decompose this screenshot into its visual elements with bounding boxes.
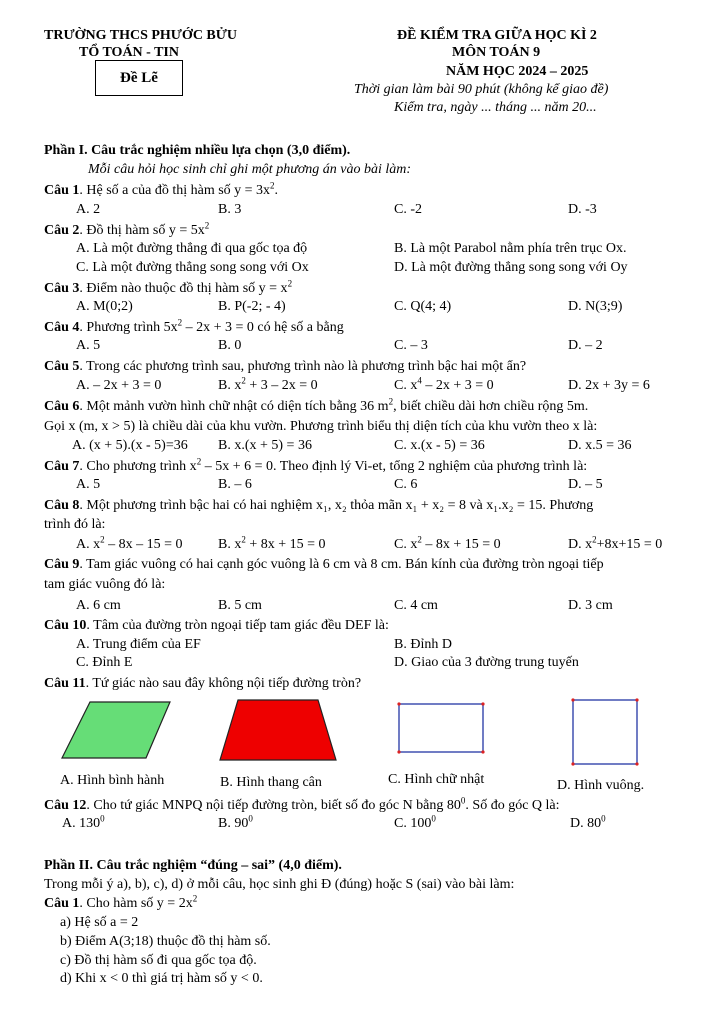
q10-option-d: D. Giao của 3 đường trung tuyến [394,655,579,670]
question-7 [44,458,587,475]
question-2 [44,222,209,239]
part2-question-1 [44,895,197,912]
part2-instruction: Trong mỗi ý a), b), c), d) ở mỗi câu, học sinh ghi Đ (đúng) hoặc S (sai) vào bài làm: [44,877,515,892]
question-text: . Cho tứ giác MNPQ nội tiếp đường tròn, biết số đo góc N bằng 80 [86,798,461,813]
q11-caption-c: C. Hình chữ nhật [388,772,485,787]
question-label: Câu 2 [44,223,80,238]
question-5 [44,358,526,375]
question-8 [44,497,593,514]
question-text: . Một mảnh vườn hình chữ nhật có diện tích bằng 36 m [79,399,389,414]
q1-option-b: B. 3 [218,202,242,217]
q8-option-a: A. $x^2 - 8x - 15 = 0$ [76,534,183,552]
exam-version: Đề Lẽ [120,69,158,86]
question-text-end: . Số đo góc Q là: [465,798,560,813]
trapezoid-figure [220,700,336,760]
question-label: Câu 1 [44,896,80,911]
q4-option-c: C. – 3 [394,338,428,353]
q12-option-b: B. $90^0$ [218,813,253,831]
q8-option-c: C. $x^2 - 8x + 15 = 0$ [394,534,501,552]
parallelogram-figure [62,702,170,758]
question-text: . Một phương trình bậc hai có hai nghiệm x₁, x₂ thỏa mãn x₁ + x₂ = 8 và x₁.x₂ = 15. Phương [79,498,594,513]
exponent: 2 [177,317,183,328]
q3-option-d: D. N(3;9) [568,299,623,314]
question-text: . Tam giác vuông có hai cạnh góc vuông là 6 cm và 8 cm. Bán kính của đường tròn ngoại tiếp [79,557,604,572]
school-name: TRƯỜNG THCS PHƯỚC BỬU [44,28,238,43]
question-label: Câu 6 [44,399,80,414]
q2-option-a: A. Là một đường thẳng đi qua gốc tọa độ [76,241,308,256]
q11-caption-b: B. Hình thang cân [220,775,322,790]
question-6 [44,398,588,415]
question-text-end: . [274,183,279,198]
q7-option-b: B. – 6 [218,477,252,492]
q8-option-d: D. $x^2+8x+15 = 0$ [568,534,663,552]
question-label: Câu 9 [44,557,80,572]
question-text: . Hệ số a của đồ thị hàm số y = 3x [79,183,271,198]
part1-title: Phần I. Câu trắc nghiệm nhiều lựa chọn (3,0 điểm). [44,143,351,158]
question-text-end: – 2x + 3 = 0 có hệ số a bằng [182,320,344,335]
school-year: NĂM HỌC 2024 – 2025 [446,64,589,79]
question-label: Câu 3 [44,281,80,296]
q4-option-b: B. 0 [218,338,242,353]
question-6-line-2: Gọi x (m, x > 5) là chiều dài của khu vườn. Phương trình biểu thị diện tích của khu vườn theo x là: [44,419,598,434]
question-label: Câu 7 [44,459,80,474]
q1-option-d: D. -3 [568,202,597,217]
q5-option-c: C. $x^4 - 2x + 3 = 0$ [394,375,494,393]
q2-option-b: B. Là một Parabol nằm phía trên trục Ox. [394,241,627,256]
q5-option-d: D. 2x + 3y = 6 [568,378,650,393]
square-figure [571,698,638,765]
part2-q1-statement-a: a) Hệ số a = 2 [60,915,139,930]
exam-duration: Thời gian làm bài 90 phút (không kể giao đề) [354,82,609,97]
q4-option-a: A. 5 [76,338,101,353]
exponent: 2 [204,220,210,231]
question-text: . Cho phương trình x [79,459,197,474]
q9-option-d: D. 3 cm [568,598,613,613]
question-text: . Tâm của đường tròn ngoại tiếp tam giác đều DEF là: [86,618,389,633]
q2-option-c: C. Là một đường thẳng song song với Ox [76,260,309,275]
q9-option-c: C. 4 cm [394,598,438,613]
question-text: . Điểm nào thuộc đồ thị hàm số y = x [79,281,288,296]
part1-instruction: Mỗi câu hỏi học sinh chỉ ghi một phương án vào bài làm: [88,162,412,177]
q6-option-b: B. x.(x + 5) = 36 [218,438,312,453]
q5-option-b: B. $x^2 + 3 - 2x = 0$ [218,375,318,393]
question-label: Câu 12 [44,798,87,813]
exam-version-box [95,60,183,96]
department-name: TỔ TOÁN - TIN [79,45,179,60]
question-4 [44,319,344,336]
question-1 [44,182,278,199]
q7-option-a: A. 5 [76,477,101,492]
question-text: . Tứ giác nào sau đây không nội tiếp đường tròn? [85,676,362,691]
question-3 [44,280,292,297]
q6-option-a: A. (x + 5).(x - 5)=36 [72,438,188,453]
question-12 [44,797,560,814]
question-label: Câu 11 [44,676,86,691]
question-label: Câu 10 [44,618,87,633]
question-label: Câu 5 [44,359,80,374]
question-text: . Cho hàm số y = 2x [79,896,193,911]
exam-date-line: Kiểm tra, ngày ... tháng ... năm 20... [394,100,597,115]
q9-option-b: B. 5 cm [218,598,262,613]
exponent: 2 [388,396,394,407]
q12-option-c: C. $100^0$ [394,813,436,831]
q12-option-a: A. $130^0$ [62,813,105,831]
q4-option-d: D. – 2 [568,338,603,353]
q12-option-d: D. $80^0$ [570,813,606,831]
question-label: Câu 8 [44,498,80,513]
question-text: . Trong các phương trình sau, phương trình nào là phương trình bậc hai một ẩn? [79,359,527,374]
q11-caption-d: D. Hình vuông. [557,778,645,793]
exponent: 2 [270,180,275,191]
exponent: 2 [196,456,202,467]
exponent: 2 [287,278,293,289]
q3-option-a: A. M(0;2) [76,299,133,314]
q7-option-d: D. – 5 [568,477,603,492]
q1-option-a: A. 2 [76,202,101,217]
part2-title: Phần II. Câu trắc nghiệm “đúng – sai” (4,0 điểm). [44,858,342,873]
q3-option-c: C. Q(4; 4) [394,299,452,314]
exponent: 2 [192,893,198,904]
q10-option-a: A. Trung điểm của EF [76,637,201,652]
exam-title: ĐỀ KIỂM TRA GIỮA HỌC KÌ 2 [397,28,597,43]
rectangle-figure [397,702,484,753]
question-10 [44,617,389,634]
question-8-line-2: trình đó là: [44,517,106,532]
question-label: Câu 1 [44,183,80,198]
part2-q1-statement-d: d) Khi x < 0 thì giá trị hàm số y < 0. [60,971,263,986]
q9-option-a: A. 6 cm [76,598,121,613]
question-text-end: – 5x + 6 = 0. Theo định lý Vi-et, tổng 2 nghiệm của phương trình là: [201,459,588,474]
q8-option-b: B. $x^2 + 8x + 15 = 0$ [218,534,326,552]
q6-option-c: C. x.(x - 5) = 36 [394,438,485,453]
question-label: Câu 4 [44,320,80,335]
part2-q1-statement-c: c) Đồ thị hàm số đi qua gốc tọa độ. [60,953,257,968]
question-9-line-2: tam giác vuông đó là: [44,577,166,592]
exam-subject: MÔN TOÁN 9 [452,45,541,60]
question-9 [44,556,604,573]
q11-caption-a: A. Hình bình hành [60,773,165,788]
part2-q1-statement-b: b) Điểm A(3;18) thuộc đồ thị hàm số. [60,934,271,949]
question-text-end: , biết chiều dài hơn chiều rộng 5m. [393,399,589,414]
q5-option-a: A. – 2x + 3 = 0 [76,378,162,393]
q7-option-c: C. 6 [394,477,418,492]
question-text: . Đồ thị hàm số y = 5x [79,223,205,238]
question-text: . Phương trình 5x [79,320,178,335]
degree-sign: 0 [460,795,466,806]
q10-option-b: B. Đỉnh D [394,637,452,652]
q10-option-c: C. Đỉnh E [76,655,133,670]
q2-option-d: D. Là một đường thẳng song song với Oy [394,260,628,275]
q3-option-b: B. P(-2; - 4) [218,299,286,314]
q1-option-c: C. -2 [394,202,422,217]
q6-option-d: D. x.5 = 36 [568,438,632,453]
